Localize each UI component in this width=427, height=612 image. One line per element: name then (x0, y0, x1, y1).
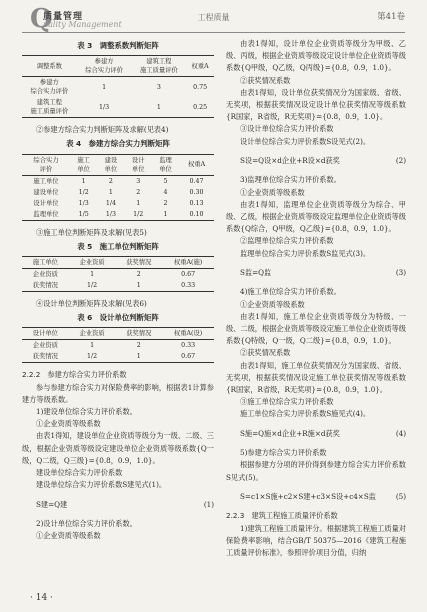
paragraph: 设计单位综合实力评价系数S设见式(2)。 (240, 136, 371, 146)
formula-text: S施=Q施×d企业+R施×d获奖 (240, 428, 340, 438)
paragraph: 根据参建方分项的评价得到参建方综合实力评价系数S见式(5)。 (226, 460, 406, 482)
table-cell: 1 (136, 282, 141, 290)
equation-number: (3) (395, 268, 406, 278)
paragraph: ②获奖情况系数 (240, 75, 291, 85)
paragraph: 监理单位综合实力评价系数S监见式(3)。 (240, 248, 371, 258)
table-header-cell: 权重A(设) (173, 330, 203, 338)
table3-caption: 表 3 调整系数判断矩阵 (77, 41, 159, 50)
paragraph: ④设计单位判断矩阵及求解(见表6) (36, 299, 147, 309)
table-cell: 0.67 (181, 271, 196, 279)
table-header-cell: 获奖情况 (126, 259, 152, 267)
formula-5 (226, 491, 406, 503)
formula-4 (226, 428, 406, 440)
equation-number: (5) (395, 492, 406, 502)
table-cell: 施工单位 (33, 177, 59, 185)
paragraph: 4)施工单位综合实力评价系数。 (240, 287, 341, 297)
paragraph: 参与参建方综合实力对保险费率的影响，根据表1计算参建方等级系数。 (22, 382, 214, 404)
equation-number: (4) (395, 428, 406, 438)
table-cell: 获奖情况 (32, 353, 58, 361)
table-cell: 获奖情况 (32, 282, 58, 290)
table-cell: 建筑工程 施工质量评价 (30, 99, 69, 116)
table-cell: 监理单位 (33, 210, 59, 218)
paragraph: 1)建筑工程施工质量评分。根据建筑工程施工质量对保险费率影响，结合GB/T 50375—2016《建筑工程施工质量评价标准》，参照评价项目分值，归纳 (226, 523, 406, 558)
formula-text: S=c1×S施+c2×S建+c3×S设+c4×S监 (240, 492, 376, 502)
table-cell: 2 (136, 271, 141, 279)
table-header-cell: 施工 单位 (77, 156, 90, 173)
section-heading-2-2-2: 2.2.2 参建方综合实力评价系数 (22, 370, 127, 380)
equation-number: (2) (395, 156, 406, 166)
table-cell: 0.10 (189, 210, 204, 218)
table-header-cell: 建设 单位 (104, 156, 118, 173)
table-row (22, 209, 214, 221)
table-cell: 0.25 (193, 103, 208, 111)
paragraph: ③施工单位判断矩阵及求解(见表5) (36, 227, 147, 237)
table-cell: 1 (108, 188, 113, 196)
table-cell: 1/3 (105, 210, 116, 218)
paragraph: 由表1得知，施工单位获奖情况分为国家级、省级、无奖项，根据获奖情况设定施工单位获奖情况等级系数{R国家，R省级，R无奖项}={0.8，0.9，1.0}。 (226, 360, 406, 395)
formula-text: S设=Q设×d企业+R设×d获奖 (240, 156, 340, 166)
journal-section-cn: 质量管理 (43, 12, 84, 22)
table-cell: 1/3 (99, 103, 110, 111)
table-cell: 1 (90, 271, 95, 279)
paragraph: ①企业资质等级系数 (36, 419, 101, 429)
table-cell: 0.33 (181, 342, 196, 350)
paragraph: ①企业资质等级系数 (240, 187, 305, 197)
table-cell: 0.67 (181, 353, 196, 361)
table-header-cell: 建筑工程 施工质量评价 (139, 58, 178, 75)
paragraph: 由表1得知，施工单位企业资质等级分为特级、一级、二级，根据企业资质等级设定施工单位企业资质等级系数{Q特级，Q一级，Q二级}={0.8，0.9，1.0}。 (226, 311, 406, 346)
paragraph: 由表1得知，监理单位企业资质等级分为综合、甲级、乙级，根据企业资质等级设定监理单位企业资质等级系数{Q综合，Q甲级，Q乙级}={0.8，0.9，1.0}。 (226, 199, 406, 234)
equation-number: (1) (203, 499, 214, 509)
formula-3 (226, 267, 406, 279)
paragraph: 施工单位综合实力评价系数S施见式(4)。 (240, 409, 371, 419)
table-cell: 1/2 (87, 353, 98, 361)
table-cell: 1/2 (133, 210, 144, 218)
table-row (22, 269, 214, 281)
table5 (22, 256, 214, 292)
page-number: · 14 · (30, 593, 53, 603)
table4-caption: 表 4 参建方综合实力判断矩阵 (66, 139, 170, 149)
table-cell: 0.47 (189, 177, 204, 185)
journal-title: 工程质量 (197, 13, 230, 22)
logo-q-letter: Q (30, 4, 53, 34)
table-header-cell: 权重A (191, 62, 209, 70)
table-row (22, 187, 214, 198)
paragraph: 由表1得知，设计单位获奖情况分为国家级、省级、无奖项，根据获奖情况设定设计单位获奖情况等级系数{R国家，R省级，R无奖项}={0.8，0.9，1.0}。 (226, 87, 406, 122)
table-header-cell: 权重A(施) (173, 259, 203, 267)
table4 (22, 154, 214, 221)
page-header (0, 0, 427, 36)
paragraph: 由表1得知，设计单位企业资质等级分为甲级、乙级、丙级，根据企业资质等级设定设计单位企业资质等级系数{Q甲级，Q乙级，Q丙级}={0.8，0.9，1.0}。 (226, 39, 406, 73)
table-cell: 1 (163, 210, 168, 218)
table-cell: 4 (163, 188, 168, 196)
table-header-cell: 权重A (187, 161, 206, 169)
table-cell: 2 (136, 342, 141, 350)
table-cell: 企业资质 (32, 342, 58, 350)
table-cell: 1 (136, 199, 141, 207)
paragraph: 由表1得知，建设单位企业资质等级分为一级、二级、三级，根据企业资质等级设定建设单位企业资质等级系数{Q一级，Q二级，Q三级}={0.8，0.9，1.0}。 (22, 431, 214, 465)
header-rule (22, 32, 405, 33)
table-cell: 1/4 (105, 199, 116, 207)
paragraph: ①企业资质等级系数 (240, 299, 305, 309)
paragraph: 建设单位综合实力评价系数 (36, 468, 123, 478)
table-row (22, 97, 214, 118)
table-cell: 0.33 (181, 282, 196, 290)
table-row (22, 175, 214, 187)
table-cell: 5 (163, 177, 168, 185)
table-cell: 0.75 (193, 83, 208, 91)
table-header-cell: 设计 单位 (131, 156, 145, 173)
table-cell: 设计单位 (33, 199, 59, 207)
table-cell: 2 (163, 199, 168, 207)
table-cell: 参建方 综合实力评价 (30, 79, 69, 96)
table-cell: 企业资质 (32, 271, 58, 279)
table-cell: 1/2 (78, 188, 89, 196)
table-header-cell: 施工单位 (32, 259, 58, 267)
right-column (226, 38, 406, 559)
paragraph: ②获奖情况系数 (240, 348, 291, 358)
table-cell: 0.30 (189, 188, 204, 196)
paragraph: ②参建方综合实力判断矩阵及求解(见表4) (36, 125, 169, 135)
table-header-cell: 监理 单位 (159, 156, 172, 173)
table-header-cell: 综合实力 评价 (33, 156, 59, 173)
table3 (22, 55, 214, 118)
paragraph: ①企业资质等级系数 (36, 531, 101, 541)
table-row (22, 340, 214, 352)
formula-2 (226, 155, 406, 167)
left-column (22, 38, 214, 542)
table6-caption: 表 6 设计单位判断矩阵 (77, 313, 159, 323)
paragraph: 建设单位综合实力评价系数S建见式(1)。 (36, 480, 167, 490)
table-header-cell: 企业资质 (79, 330, 105, 338)
formula-text: S监=Q监 (240, 268, 272, 278)
table-cell: 3 (136, 177, 141, 185)
table-cell: 3 (156, 83, 161, 91)
table-cell: 建设单位 (33, 188, 59, 196)
formula-text: S建=Q建 (36, 499, 68, 509)
table-cell: 1/5 (78, 210, 89, 218)
paragraph: ②监理单位综合实力评价系数 (240, 236, 334, 246)
table5-caption: 表 5 施工单位判断矩阵 (77, 241, 159, 251)
paragraph: 1)建设单位综合实力评价系数。 (36, 407, 137, 417)
section-heading-2-2-3: 2.2.3 建筑工程施工质量评价系数 (226, 511, 338, 521)
table-header-cell: 获奖情况 (126, 330, 152, 338)
journal-section-en: uality Management (43, 20, 122, 29)
table-cell: 0.13 (189, 199, 204, 207)
table-header-cell: 调整系数 (36, 62, 62, 70)
table-row (22, 280, 214, 292)
table-cell: 1 (156, 103, 161, 111)
table-header-cell: 设计单位 (32, 330, 58, 338)
volume-label: 第41卷 (377, 12, 405, 22)
paragraph: 5)参建方综合实力评价系数 (240, 448, 327, 458)
table-row (22, 198, 214, 209)
table-cell: 2 (136, 188, 141, 196)
table6 (22, 327, 214, 363)
paragraph: ③设计单位综合实力评价系数 (240, 124, 334, 134)
paragraph: 2)设计单位综合实力评价系数。 (36, 519, 137, 529)
paragraph: ③施工单位综合实力评价系数 (240, 397, 334, 407)
table-row (22, 351, 214, 363)
table-cell: 1/3 (78, 199, 89, 207)
table-cell: 1 (90, 342, 95, 350)
table-cell: 1/2 (87, 282, 98, 290)
formula-1 (22, 499, 214, 511)
paragraph: 3)监理单位综合实力评价系数。 (240, 175, 341, 185)
table-row (22, 77, 214, 98)
table-cell: 2 (108, 177, 113, 185)
table-header-cell: 参建方 综合实力评价 (85, 58, 124, 75)
table-cell: 1 (81, 177, 86, 185)
table-cell: 1 (136, 353, 141, 361)
table-cell: 1 (102, 83, 107, 91)
table-header-cell: 企业资质 (79, 259, 105, 267)
